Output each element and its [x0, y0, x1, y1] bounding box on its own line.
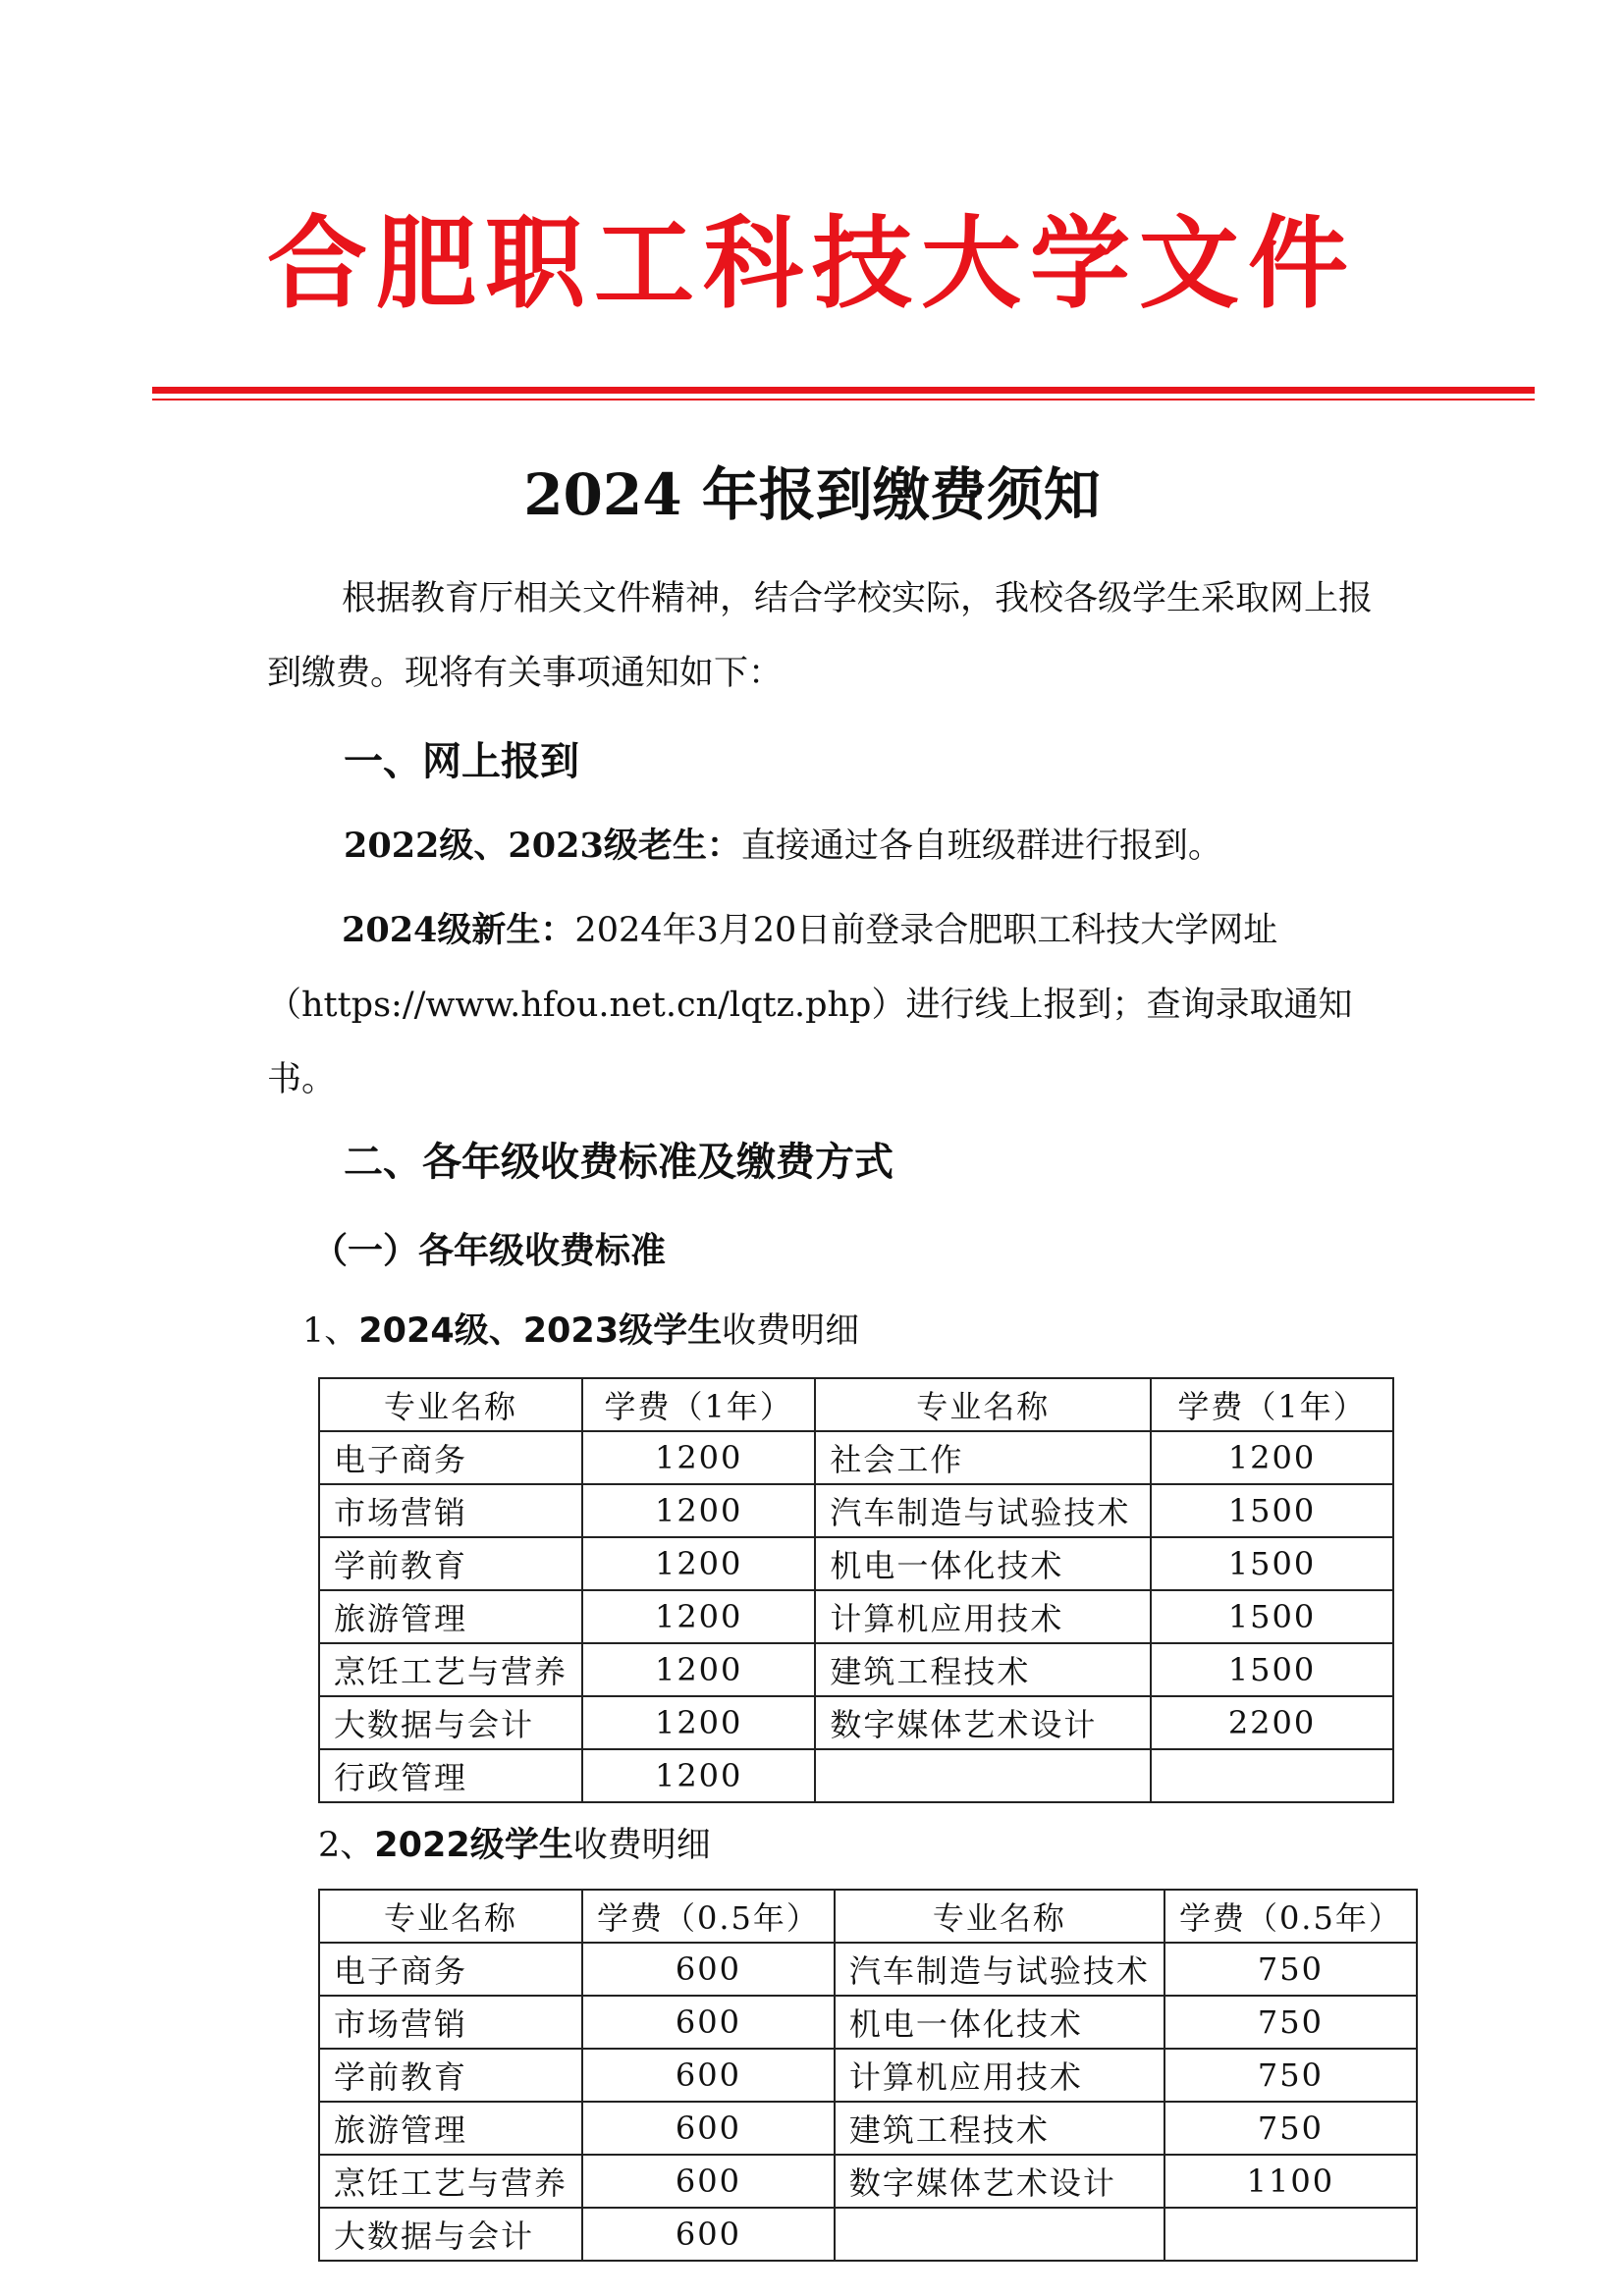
table-row — [319, 1537, 1393, 1590]
major-name-cell: 机电一体化技术 — [835, 1996, 1164, 2049]
tuition-cell: 1200 — [582, 1484, 815, 1537]
tuition-cell: 600 — [582, 2208, 835, 2261]
header-tuition: 学费（1年） — [1151, 1378, 1393, 1431]
table-row — [319, 2155, 1417, 2208]
major-name-cell: 市场营销 — [319, 1484, 582, 1537]
table1-caption-prefix: 1、 — [302, 1311, 359, 1351]
header-major-name: 专业名称 — [835, 1890, 1164, 1943]
table-row — [319, 2049, 1417, 2102]
table-row — [319, 1996, 1417, 2049]
tuition-cell: 1500 — [1151, 1590, 1393, 1643]
tuition-cell: 600 — [582, 1996, 835, 2049]
tuition-cell: 750 — [1164, 2102, 1417, 2155]
major-name-cell: 汽车制造与试验技术 — [815, 1484, 1151, 1537]
table2-caption — [318, 1818, 711, 1873]
tuition-cell: 600 — [582, 1943, 835, 1996]
tuition-cell: 1200 — [582, 1537, 815, 1590]
table1-caption — [302, 1304, 859, 1359]
new-students-label: 2024级新生： — [342, 910, 575, 950]
section2-subheading: （一）各年级收费标准 — [312, 1231, 667, 1271]
header-tuition: 学费（0.5年） — [582, 1890, 835, 1943]
header-tuition: 学费（1年） — [582, 1378, 815, 1431]
major-name-cell: 烹饪工艺与营养 — [319, 2155, 582, 2208]
major-name-cell: 计算机应用技术 — [815, 1590, 1151, 1643]
section2-heading: 二、各年级收费标准及缴费方式 — [344, 1140, 893, 1185]
document-header-title: 合肥职工科技大学文件 — [267, 206, 1357, 323]
tuition-cell: 600 — [582, 2049, 835, 2102]
table-row — [319, 1696, 1393, 1749]
major-name-cell: 计算机应用技术 — [835, 2049, 1164, 2102]
header-major-name: 专业名称 — [319, 1378, 582, 1431]
section1-heading: 一、网上报到 — [344, 739, 579, 784]
tuition-cell — [1151, 1749, 1393, 1802]
table-row — [319, 1590, 1393, 1643]
fee-table-2022 — [318, 1889, 1418, 2262]
new-students-text: 2024年3月20日前登录合肥职工科技大学网址（https://www.hfou.net.cn/lqtz.php）进行线上报到；查询录取通知书。 — [267, 911, 1353, 1099]
major-name-cell: 数字媒体艺术设计 — [815, 1696, 1151, 1749]
major-name-cell: 汽车制造与试验技术 — [835, 1943, 1164, 1996]
major-name-cell — [815, 1749, 1151, 1802]
tuition-cell: 600 — [582, 2155, 835, 2208]
tuition-cell: 1200 — [1151, 1431, 1393, 1484]
major-name-cell: 建筑工程技术 — [815, 1643, 1151, 1696]
tuition-cell: 1200 — [582, 1749, 815, 1802]
major-name-cell: 机电一体化技术 — [815, 1537, 1151, 1590]
major-name-cell: 行政管理 — [319, 1749, 582, 1802]
major-name-cell: 大数据与会计 — [319, 2208, 582, 2261]
old-students-label: 2022级、2023级老生： — [344, 826, 741, 866]
new-students-paragraph — [267, 893, 1386, 1117]
major-name-cell: 社会工作 — [815, 1431, 1151, 1484]
major-name-cell: 学前教育 — [319, 2049, 582, 2102]
tuition-cell: 1200 — [582, 1696, 815, 1749]
tuition-cell: 1500 — [1151, 1484, 1393, 1537]
table-row — [319, 2208, 1417, 2261]
major-name-cell: 学前教育 — [319, 1537, 582, 1590]
table2-caption-bold: 2022级学生 — [374, 1826, 573, 1865]
table-header-row — [319, 1378, 1393, 1431]
document-title: 2024 年报到缴费须知 — [523, 461, 1101, 528]
major-name-cell: 旅游管理 — [319, 2102, 582, 2155]
major-name-cell: 大数据与会计 — [319, 1696, 582, 1749]
table-row — [319, 1643, 1393, 1696]
major-name-cell: 数字媒体艺术设计 — [835, 2155, 1164, 2208]
header-rule-thin — [152, 399, 1535, 400]
fee-table-2024-2023 — [318, 1377, 1394, 1803]
tuition-cell: 1500 — [1151, 1643, 1393, 1696]
table-row — [319, 1749, 1393, 1802]
table2-caption-prefix: 2、 — [318, 1826, 375, 1865]
header-major-name: 专业名称 — [319, 1890, 582, 1943]
table-row — [319, 1431, 1393, 1484]
tuition-cell: 1200 — [582, 1431, 815, 1484]
tuition-cell: 750 — [1164, 1996, 1417, 2049]
tuition-cell — [1164, 2208, 1417, 2261]
old-students-text: 直接通过各自班级群进行报到。 — [740, 827, 1222, 866]
header-major-name: 专业名称 — [815, 1378, 1151, 1431]
tuition-cell: 1200 — [582, 1643, 815, 1696]
major-name-cell: 市场营销 — [319, 1996, 582, 2049]
tuition-cell: 2200 — [1151, 1696, 1393, 1749]
major-name-cell: 建筑工程技术 — [835, 2102, 1164, 2155]
intro-paragraph: 根据教育厅相关文件精神，结合学校实际，我校各级学生采取网上报到缴费。现将有关事项通知如下： — [267, 579, 1374, 693]
table-header-row — [319, 1890, 1417, 1943]
tuition-cell: 1100 — [1164, 2155, 1417, 2208]
table1-caption-suffix: 收费明细 — [722, 1311, 860, 1351]
table-row — [319, 1943, 1417, 1996]
tuition-cell: 600 — [582, 2102, 835, 2155]
tuition-cell: 750 — [1164, 1943, 1417, 1996]
table-row — [319, 2102, 1417, 2155]
header-rule-thick — [152, 387, 1535, 394]
tuition-cell: 750 — [1164, 2049, 1417, 2102]
major-name-cell: 旅游管理 — [319, 1590, 582, 1643]
old-students-line — [344, 819, 1222, 874]
tuition-cell: 1500 — [1151, 1537, 1393, 1590]
table2-caption-suffix: 收费明细 — [572, 1826, 711, 1865]
major-name-cell: 电子商务 — [319, 1431, 582, 1484]
table-row — [319, 1484, 1393, 1537]
table1-caption-bold: 2024级、2023级学生 — [358, 1311, 723, 1351]
major-name-cell — [835, 2208, 1164, 2261]
major-name-cell: 烹饪工艺与营养 — [319, 1643, 582, 1696]
major-name-cell: 电子商务 — [319, 1943, 582, 1996]
tuition-cell: 1200 — [582, 1590, 815, 1643]
header-tuition: 学费（0.5年） — [1164, 1890, 1417, 1943]
